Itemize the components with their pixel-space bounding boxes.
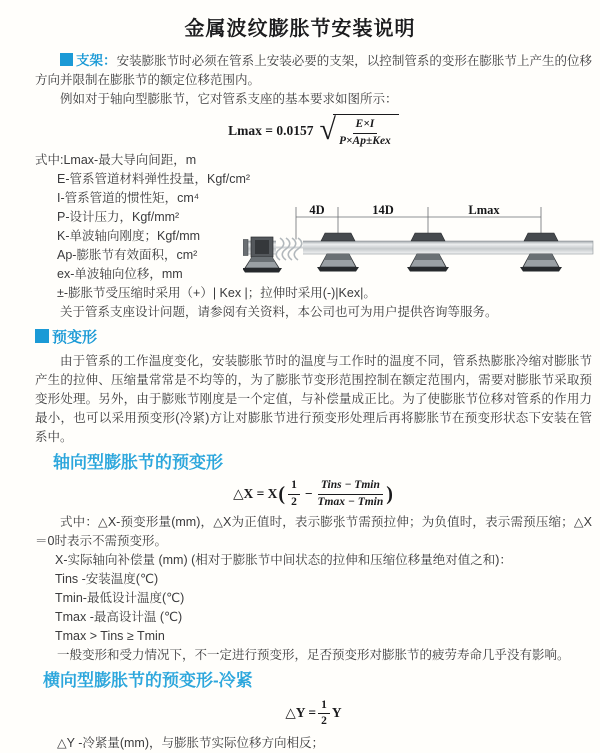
left-paren: ( (278, 483, 286, 505)
minus-operator: − (304, 486, 313, 501)
definition-item: Tmin-最低设计温度(℃) (55, 591, 185, 605)
dimension-label: Lmax (468, 204, 500, 217)
support-note: 关于管系支座设计问题，请参阅有关资料，本公司也可为用户提供咨询等服务。 (60, 305, 498, 319)
definition-item: X-实际轴向补偿量 (mm) (相对于膨胀节中间状态的拉伸和压缩位移量绝对值之和)： (55, 553, 512, 567)
radicand (333, 114, 399, 147)
predeform-paragraph: 由于管系的工作温度变化，安装膨胀节时的温度与工作时的温度不同，管系热膨胀冷缩对膨胀节产生的拉伸、压缩量常常是不均等的，为了膨胀节变形范围控制在额定范围内，需要对膨胀节采取预变形处理。另外，由于膨账节刚度是一个定值，与补偿量成正比。为了使膨胀节位移对管系的作用力最小，也可以采用预变形(冷紧)方让对膨胀节进行预变形处理后再将膨胀节在预变形状态下安装在管系中。 (35, 354, 592, 444)
definition-item: ±-膨胀节受压缩时采用（+）| Kex |；拉伸时采用(-)|Kex|。 (57, 286, 376, 300)
bellows-icon (276, 238, 303, 260)
definition-item: 式中:Lmax-最大导向间距，m (35, 153, 197, 167)
document-page (0, 12, 600, 749)
half-fraction (318, 699, 330, 728)
document-body (35, 51, 592, 753)
fraction-denominator: 2 (321, 714, 327, 727)
support-example-line: 例如对于轴向型膨胀节，它对管系支座的基本要求如图所示： (60, 92, 398, 106)
predeform-section-header (35, 328, 592, 348)
page-title: 金属波纹膨胀节安装说明 (184, 18, 416, 40)
delta-y-rhs: Y (331, 705, 342, 721)
delta-y-lhs: △Y = (285, 705, 317, 721)
definition-item: Tins -安装温度(℃) (55, 572, 159, 586)
fraction-denominator: Tmax − Tmin (317, 495, 384, 508)
fraction-numerator: Tins − Tmin (318, 479, 383, 494)
definition-item: Ap-膨胀节有效面积，cm² (57, 248, 198, 262)
right-paren: ) (386, 483, 393, 505)
dimension-label: 4D (309, 204, 325, 217)
definition-item: P-设计压力，Kgf/mm² (57, 210, 180, 224)
definition-item: ex-单波轴向位移，mm (57, 267, 183, 281)
axial-subheading: 轴向型膨胀节的预变形 (53, 453, 223, 472)
definition-item: I-管系管道的惯性矩，cm⁴ (57, 191, 200, 205)
fraction-denominator: P×Ap±Kex (338, 134, 391, 147)
section-marker-icon (35, 329, 49, 343)
pipe-support-diagram (243, 204, 595, 296)
axial-note: 一般变形和受力情况下，不一定进行预变形，足否预变形对膨胀节的疲劳寿命几乎没有影响。 (57, 648, 570, 662)
delta-x-formula (35, 477, 592, 511)
delta-x-lhs: △X = X (233, 486, 278, 501)
temperature-fraction (318, 479, 384, 508)
fraction (339, 118, 391, 147)
support-intro-text: 安装膨胀节时必须在管系上安装必要的支架，以控制管系的变形在膨胀节上产生的位移方向并限制在膨胀节的额定位移范围内。 (35, 54, 593, 87)
predeform-section-heading: 预变形 (52, 329, 98, 346)
dimension-label: 14D (372, 204, 394, 217)
support-section-heading: 支架： (76, 53, 117, 68)
delta-y-formula (35, 699, 592, 728)
delta-x-where-paragraph: 式中：△X-预变形量(mm)，△X为正值时，表示膨张节需预拉伸；为负值时，表示需预压缩；△X＝0时表示不需预变形。 (35, 515, 592, 548)
fraction-numerator: 1 (318, 699, 330, 714)
fraction-numerator: 1 (288, 479, 300, 494)
radical-sign-icon: √ (319, 113, 336, 147)
lmax-formula (35, 114, 592, 148)
support-intro-paragraph (35, 51, 592, 90)
fraction-numerator: E×I (353, 118, 378, 133)
fraction-denominator: 2 (291, 495, 297, 508)
definition-item: K-单波轴向刚度；Kgf/mm (57, 229, 201, 243)
half-fraction (288, 479, 300, 508)
lateral-subheading: 横向型膨胀节的预变形-冷紧 (43, 670, 253, 690)
lmax-formula-lhs: Lmax = 0.0157 (228, 123, 314, 138)
axial-definitions-list (35, 551, 592, 665)
delta-y-definition: △Y -冷紧量(mm)，与膨胀节实际位移方向相反； (57, 735, 325, 750)
pipe-end-flange (243, 240, 248, 256)
definition-item: Tmax > Tins ≥ Tmin (55, 629, 165, 643)
definition-item: E-管系管道材料弹性投量，Kgf/cm² (57, 172, 251, 186)
definition-item: Tmax -最高设计温 (℃) (55, 610, 183, 624)
sqrt-expression (320, 114, 399, 147)
section-marker-icon (60, 53, 73, 66)
